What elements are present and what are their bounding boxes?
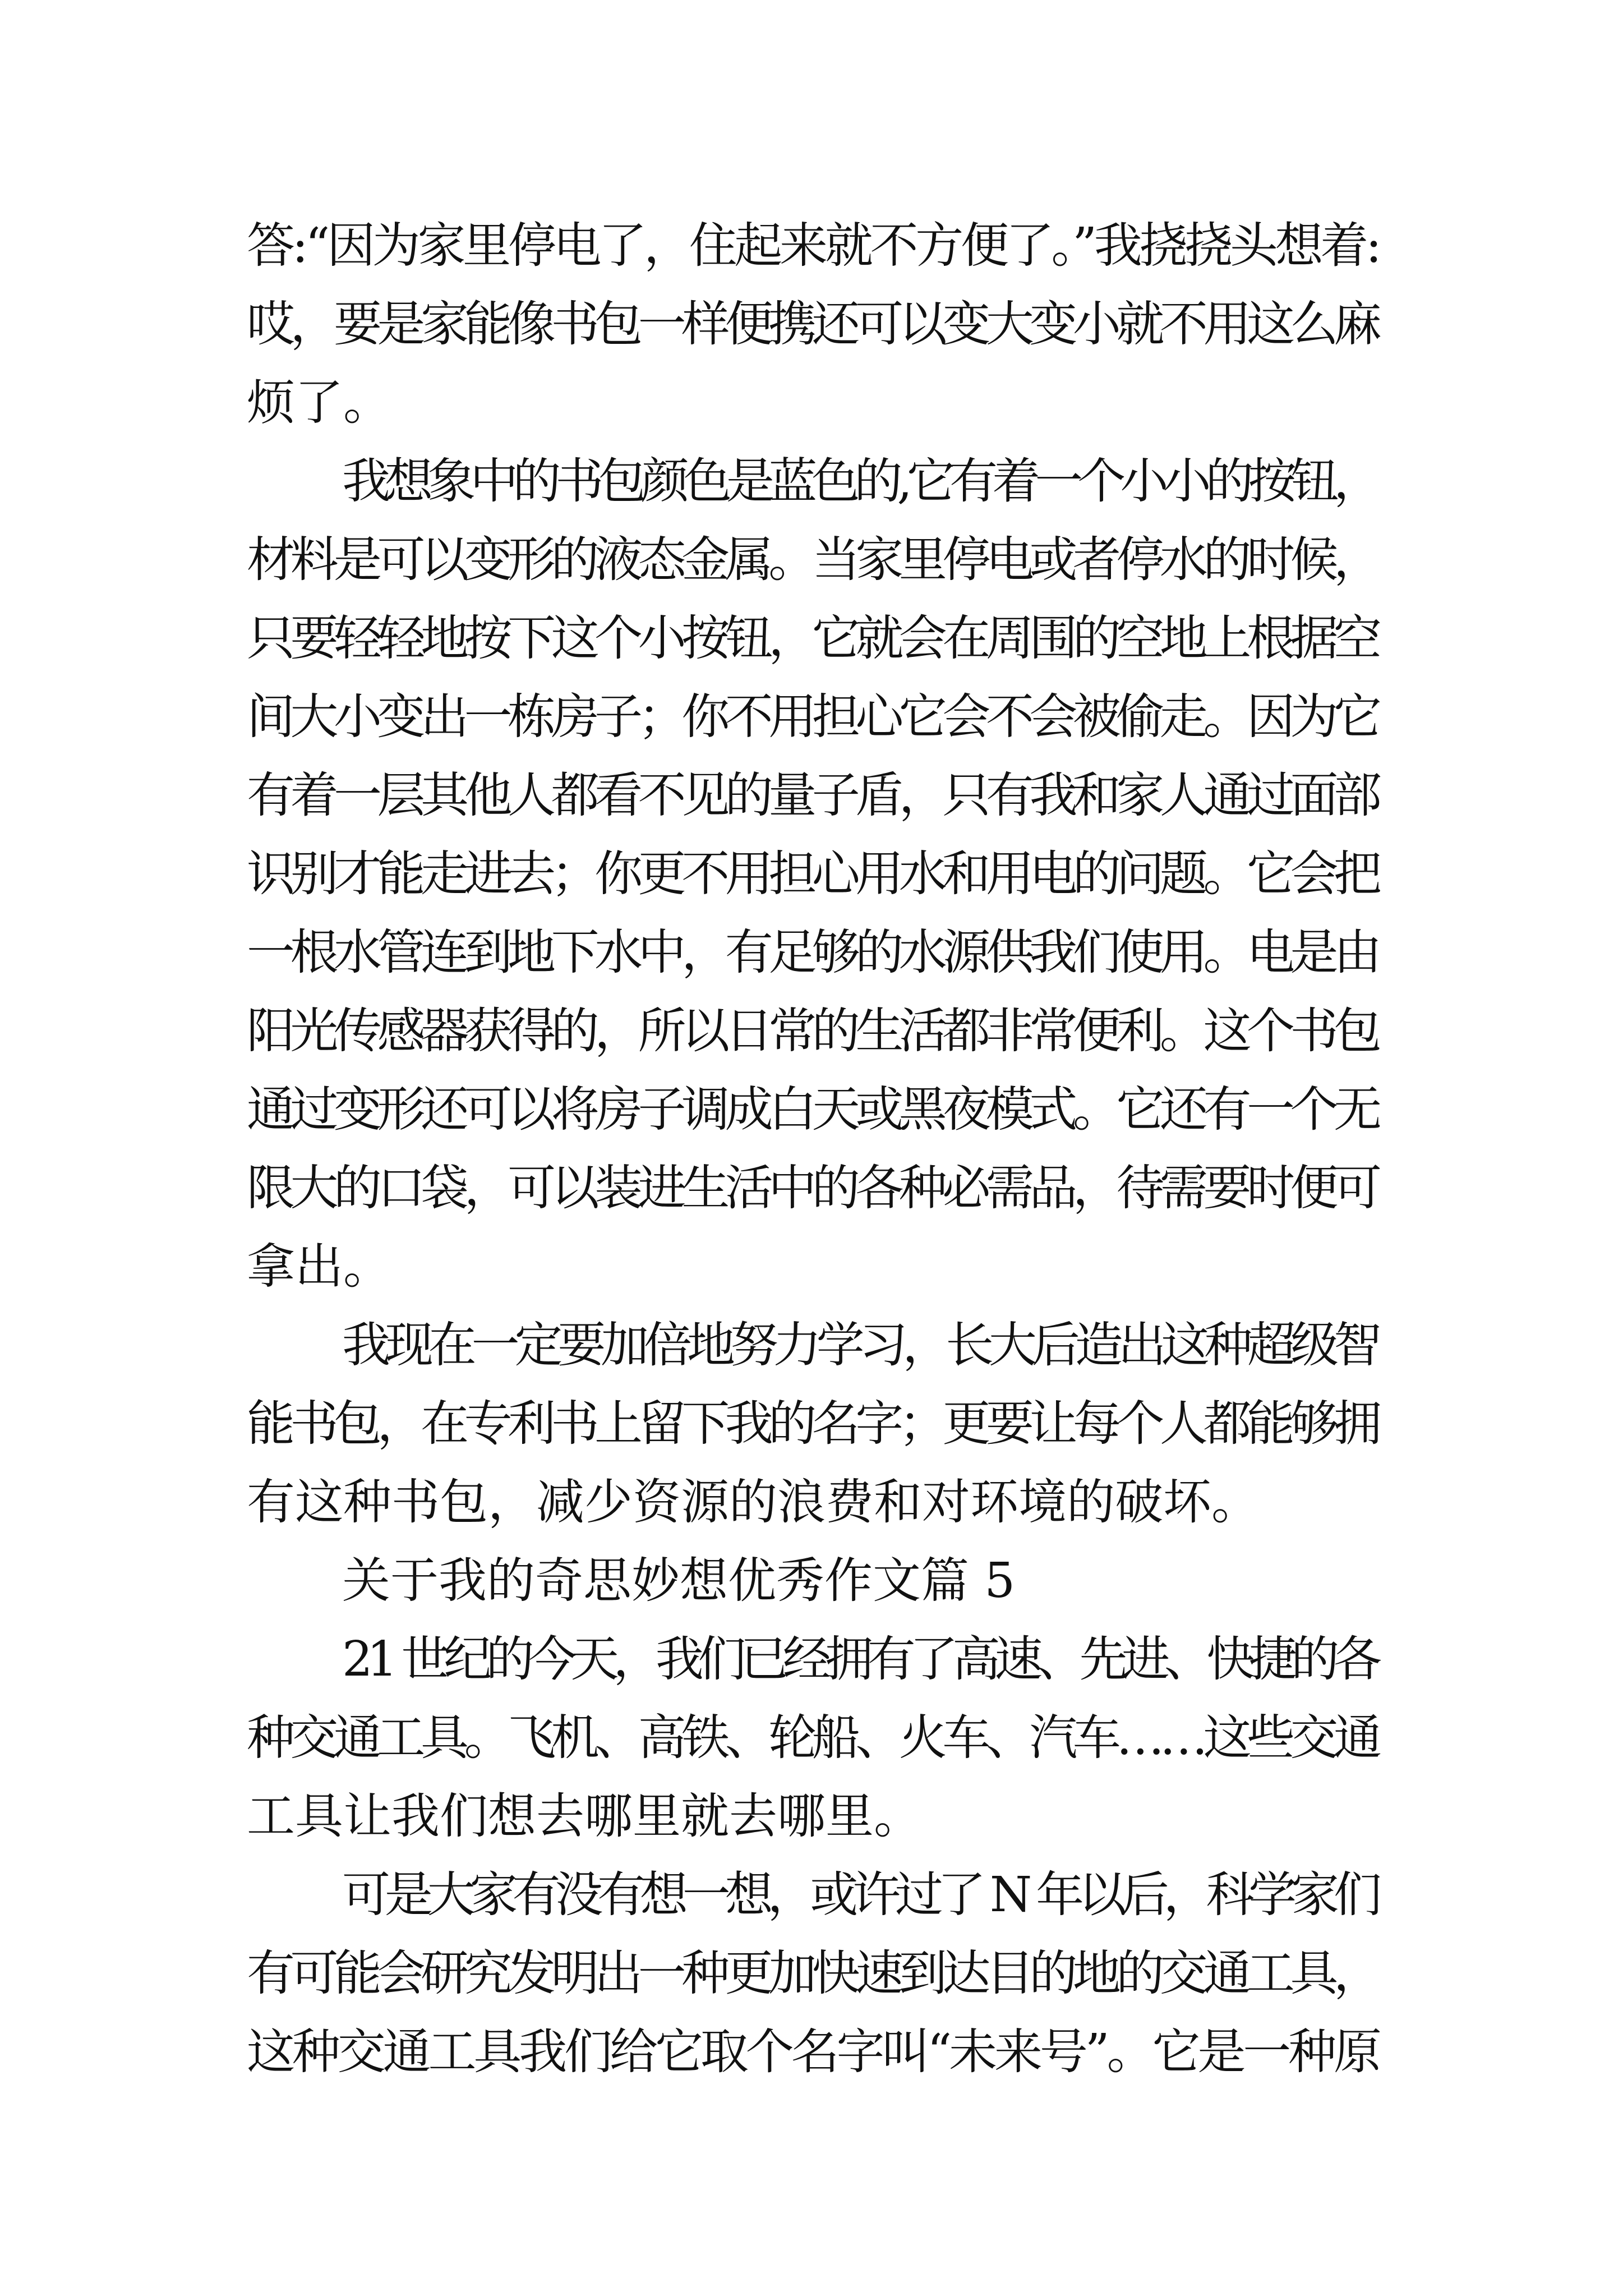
text-line: 哎，要是家能像书包一样便携还可以变大变小就不用这么麻 [247, 296, 1377, 352]
text-line: 有着一层其他人都看不见的量子盾，只有我和家人通过面部 [247, 767, 1377, 823]
text-line: 烦了。 [247, 375, 391, 431]
text-line: 拿出。 [247, 1239, 391, 1295]
section-heading: 关于我的奇思妙想优秀作文篇 5 [342, 1553, 1016, 1609]
text-line: 答:“因为家里停电了，住起来就不方便了。”我挠挠头想着: [247, 218, 1379, 274]
text-line: 识别才能走进去；你更不用担心用水和用电的问题。它会把 [247, 846, 1377, 902]
text-line: 只要轻轻地按下这个小按钮，它就会在周围的空地上根据空 [247, 610, 1377, 666]
text-line: 这种交通工具我们给它取个名字叫“未来号”。它是一种原 [247, 2024, 1379, 2080]
text-line: 能书包，在专利书上留下我的名字；更要让每个人都能够拥 [247, 1396, 1377, 1452]
text-line: 种交通工具。飞机、高铁、轮船、火车、汽车……这些交通 [247, 1710, 1377, 1766]
text-line: 我想象中的书包颜色是蓝色的,它有着一个小小的按钮， [342, 453, 1377, 509]
text-line: 我现在一定要加倍地努力学习，长大后造出这种超级智 [342, 1317, 1377, 1373]
text-line: 通过变形还可以将房子调成白天或黑夜模式。它还有一个无 [247, 1082, 1377, 1138]
text-line: 有可能会研究发明出一种更加快速到达目的地的交通工具， [247, 1945, 1377, 2001]
text-line: 一根水管连到地下水中，有足够的水源供我们使用。电是由 [247, 924, 1377, 981]
text-line: 间大小变出一栋房子；你不用担心它会不会被偷走。因为它 [247, 689, 1377, 745]
text-line: 21 世纪的今天，我们已经拥有了高速、先进、快捷的各 [342, 1631, 1376, 1687]
text-line: 限大的口袋，可以装进生活中的各种必需品，待需要时便可 [247, 1160, 1377, 1216]
text-line: 材料是可以变形的液态金属。当家里停电或者停水的时候， [247, 532, 1377, 588]
text-line: 阳光传感器获得的，所以日常的生活都非常便利。这个书包 [247, 1003, 1377, 1059]
text-line: 可是大家有没有想一想，或许过了 N 年以后，科学家们 [342, 1867, 1376, 1923]
text-line: 有这种书包，减少资源的浪费和对环境的破坏。 [247, 1474, 1260, 1530]
text-line: 工具让我们想去哪里就去哪里。 [247, 1788, 922, 1844]
